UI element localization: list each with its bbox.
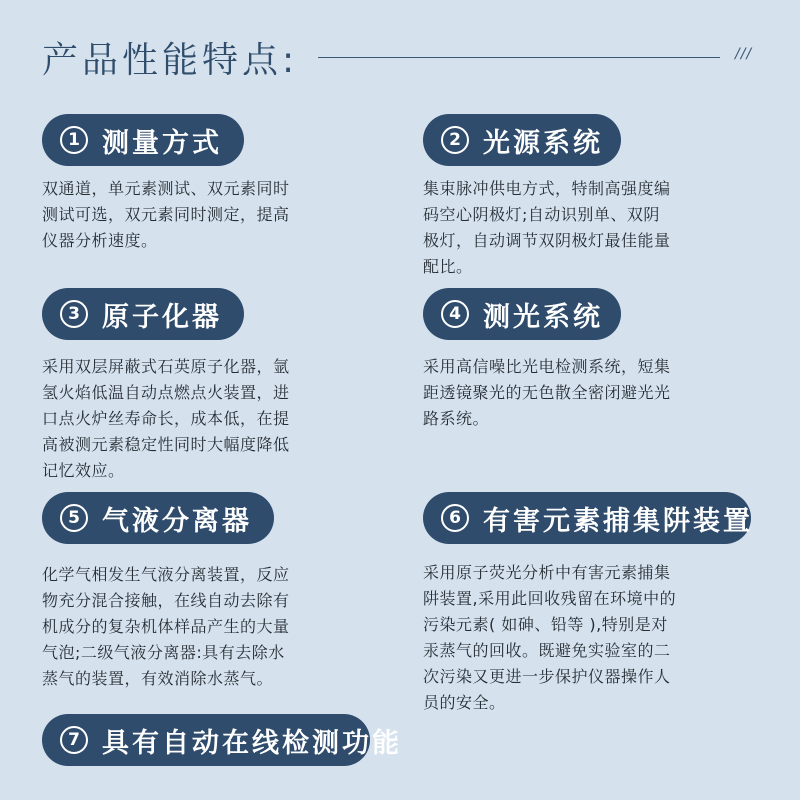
- description-line: 仪器分析速度。: [42, 231, 158, 250]
- description-line: 配比。: [423, 257, 473, 276]
- description-line: 极灯，自动调节双阴极灯最佳能量: [423, 231, 671, 250]
- feature-4-title: 测光系统: [483, 301, 603, 333]
- page-title: 产品性能特点:: [42, 40, 299, 81]
- description-line: 码空心阴极灯;自动识别单、双阴: [423, 205, 660, 224]
- description-line: 测试可选，双元素同时测定，提高: [42, 205, 290, 224]
- feature-2-title: 光源系统: [483, 127, 603, 159]
- description-line: 距透镜聚光的无色散全密闭避光光: [423, 383, 671, 402]
- description-line: 蒸气的装置，有效消除水蒸气。: [42, 669, 274, 688]
- description-line: 采用原子荧光分析中有害元素捕集: [423, 563, 671, 582]
- feature-4-heading: [423, 288, 621, 340]
- circled-number-3: 3: [60, 300, 88, 328]
- description-line: 采用双层屏蔽式石英原子化器，氩: [42, 357, 290, 376]
- description-line: 汞蒸气的回收。既避免实验室的二: [423, 641, 671, 660]
- description-line: 阱装置,采用此回收残留在环境中的: [423, 589, 677, 608]
- description-line: 路系统。: [423, 409, 490, 428]
- feature-5-description: [42, 562, 290, 692]
- description-line: 污染元素( 如砷、铅等 ),特别是对: [423, 615, 668, 634]
- description-line: 次污染又更进一步保护仪器操作人: [423, 667, 671, 686]
- circled-number-1: 1: [60, 126, 88, 154]
- feature-1-description: [42, 176, 290, 254]
- description-line: 气泡;二级气液分离器:具有去除水: [42, 643, 285, 662]
- description-line: 采用高信噪比光电检测系统，短集: [423, 357, 671, 376]
- description-line: 记忆效应。: [42, 461, 125, 480]
- feature-6-description: [423, 560, 676, 716]
- feature-1-title: 测量方式: [102, 127, 222, 159]
- description-line: 氢火焰低温自动点燃点火装置，进: [42, 383, 290, 402]
- description-line: 口点火炉丝寿命长，成本低，在提: [42, 409, 290, 428]
- feature-4-description: [423, 354, 671, 432]
- feature-6-heading: [423, 492, 751, 544]
- feature-1-heading: [42, 114, 244, 166]
- feature-3-title: 原子化器: [102, 301, 222, 333]
- circled-number-6: 6: [441, 504, 469, 532]
- description-line: 员的安全。: [423, 693, 506, 712]
- description-line: 双通道，单元素测试、双元素同时: [42, 179, 290, 198]
- circled-number-2: 2: [441, 126, 469, 154]
- feature-6-title: 有害元素捕集阱装置: [483, 505, 753, 537]
- circled-number-7: 7: [60, 726, 88, 754]
- feature-3-description: [42, 354, 290, 484]
- description-line: 机成分的复杂机体样品产生的大量: [42, 617, 290, 636]
- circled-number-4: 4: [441, 300, 469, 328]
- feature-2-heading: [423, 114, 621, 166]
- feature-5-title: 气液分离器: [102, 505, 252, 537]
- feature-7-heading: [42, 714, 402, 766]
- feature-5-heading: [42, 492, 274, 544]
- title-divider-line: [318, 57, 720, 58]
- feature-7-title: 具有自动在线检测功能: [102, 727, 402, 759]
- description-line: 化学气相发生气液分离装置，反应: [42, 565, 290, 584]
- circled-number-5: 5: [60, 504, 88, 532]
- description-line: 高被测元素稳定性同时大幅度降低: [42, 435, 290, 454]
- feature-3-heading: [42, 288, 244, 340]
- description-line: 物充分混合接触，在线自动去除有: [42, 591, 290, 610]
- description-line: 集束脉冲供电方式，特制高强度编: [423, 179, 671, 198]
- feature-2-description: [423, 176, 671, 280]
- title-slashes-decoration: ///: [735, 46, 753, 62]
